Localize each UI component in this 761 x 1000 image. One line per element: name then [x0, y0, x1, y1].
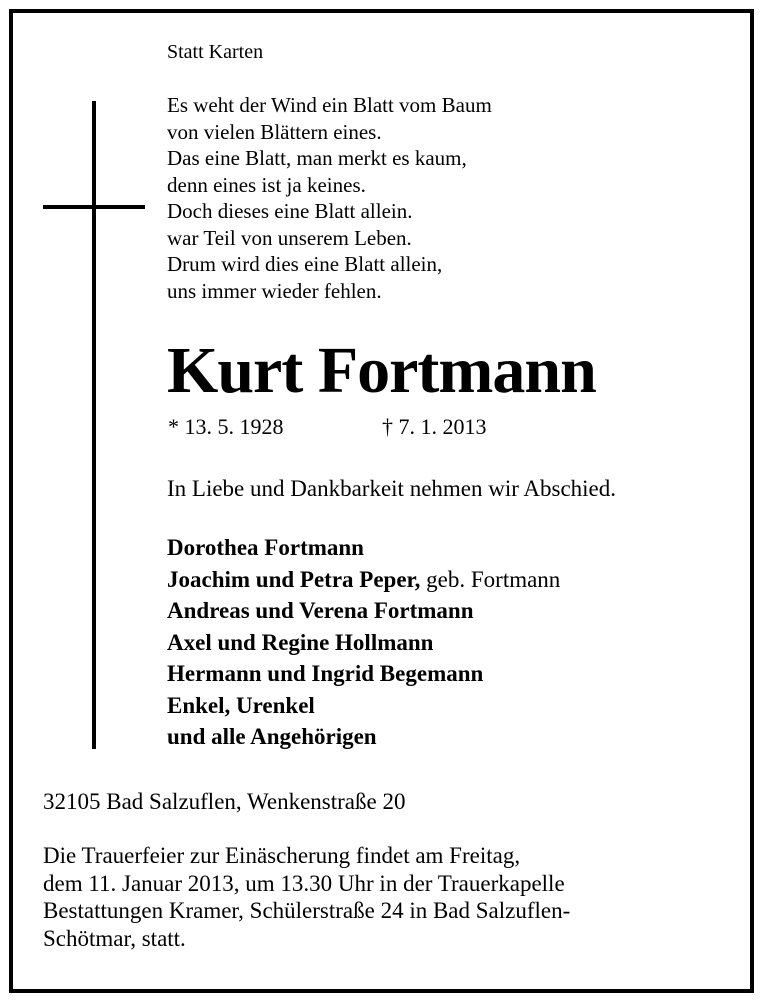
family-entry — [167, 532, 560, 564]
funeral-info-line: Bestattungen Kramer, Schülerstraße 24 in Bad Salzuflen- — [43, 898, 571, 923]
family-member-name: Joachim und Petra Peper, — [167, 566, 421, 592]
cross-icon — [92, 101, 96, 749]
family-member-name: und alle Angehörigen — [167, 724, 377, 749]
family-entry — [167, 658, 560, 690]
poem-line: Das eine Blatt, man merkt es kaum, — [167, 146, 467, 170]
family-entry — [167, 564, 560, 596]
poem-line: war Teil von unserem Leben. — [167, 225, 412, 250]
farewell-line: In Liebe und Dankbarkeit nehmen wir Abschied. — [167, 476, 617, 501]
poem-line: Doch dieses eine Blatt allein. — [167, 199, 413, 223]
family-entry — [167, 690, 560, 722]
deceased-name: Kurt Fortmann — [167, 334, 596, 407]
family-entry — [167, 627, 560, 659]
family-entry — [167, 595, 560, 627]
family-list — [167, 532, 560, 753]
family-member-name: Hermann und Ingrid Begemann — [167, 661, 484, 686]
family-member-name: Dorothea Fortmann — [167, 535, 364, 560]
family-member-name: Axel und Regine Hollmann — [167, 629, 434, 655]
funeral-info-line: Schötmar, statt. — [43, 925, 186, 951]
family-address: 32105 Bad Salzuflen, Wenkenstraße 20 — [43, 789, 406, 814]
birth-date: * 13. 5. 1928 — [168, 414, 284, 439]
death-date: † 7. 1. 2013 — [382, 414, 487, 439]
poem-line: uns immer wieder fehlen. — [167, 278, 382, 303]
funeral-info-line: dem 11. Januar 2013, um 13.30 Uhr in der Trauerkapelle — [43, 870, 565, 896]
cross-icon-crossbar — [43, 205, 145, 209]
poem-line: Es weht der Wind ein Blatt vom Baum — [167, 93, 492, 117]
family-member-name: Enkel, Urenkel — [167, 692, 315, 718]
family-member-name: Andreas und Verena Fortmann — [167, 598, 474, 623]
funeral-info-line: Die Trauerfeier zur Einäscherung findet am Freitag, — [43, 843, 521, 868]
family-member-maiden-name: geb. Fortmann — [420, 566, 561, 592]
family-entry — [167, 721, 560, 753]
funeral-info — [43, 842, 570, 952]
poem-line: von vielen Blättern eines. — [167, 119, 382, 144]
poem — [167, 92, 492, 304]
poem-line: denn eines ist ja keines. — [167, 172, 366, 197]
statt-karten-note: Statt Karten — [167, 41, 264, 63]
poem-line: Drum wird dies eine Blatt allein, — [167, 252, 443, 276]
